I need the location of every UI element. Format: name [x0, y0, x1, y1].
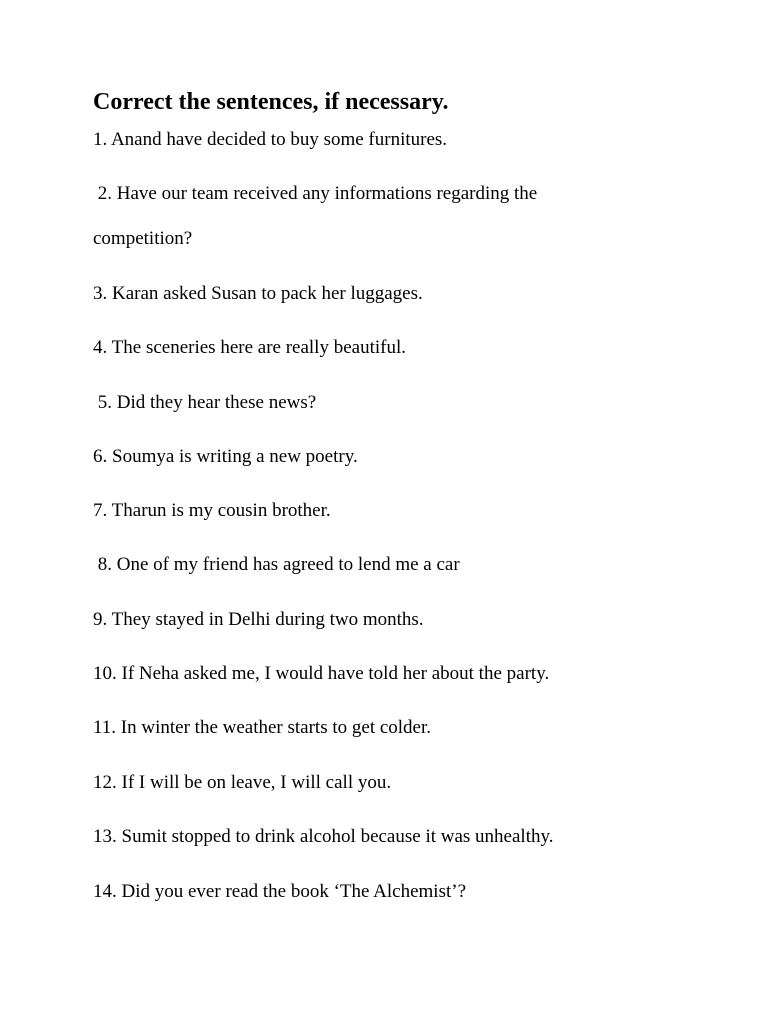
sentence-6: 6. Soumya is writing a new poetry. — [93, 446, 358, 467]
sentence-7: 7. Tharun is my cousin brother. — [93, 500, 331, 521]
sentence-1: 1. Anand have decided to buy some furnitures. — [93, 129, 448, 150]
sentence-4: 4. The sceneries here are really beautiful. — [93, 337, 406, 358]
sentence-11: 11. In winter the weather starts to get colder. — [93, 717, 432, 738]
sentence-2-line-1: 2. Have our team received any informations regarding the — [93, 183, 538, 204]
sentence-2-line-2: competition? — [93, 228, 193, 249]
sentence-13: 13. Sumit stopped to drink alcohol because it was unhealthy. — [93, 826, 554, 847]
sentence-5: 5. Did they hear these news? — [93, 392, 317, 413]
sentence-10: 10. If Neha asked me, I would have told her about the party. — [93, 663, 550, 684]
page-title: Correct the sentences, if necessary. — [93, 89, 449, 115]
sentence-8: 8. One of my friend has agreed to lend me a car — [93, 554, 460, 575]
sentence-9: 9. They stayed in Delhi during two months. — [93, 609, 424, 630]
sentence-12: 12. If I will be on leave, I will call you. — [93, 772, 392, 793]
sentence-14: 14. Did you ever read the book ‘The Alchemist’? — [93, 881, 467, 902]
sentence-3: 3. Karan asked Susan to pack her luggages. — [93, 283, 423, 304]
